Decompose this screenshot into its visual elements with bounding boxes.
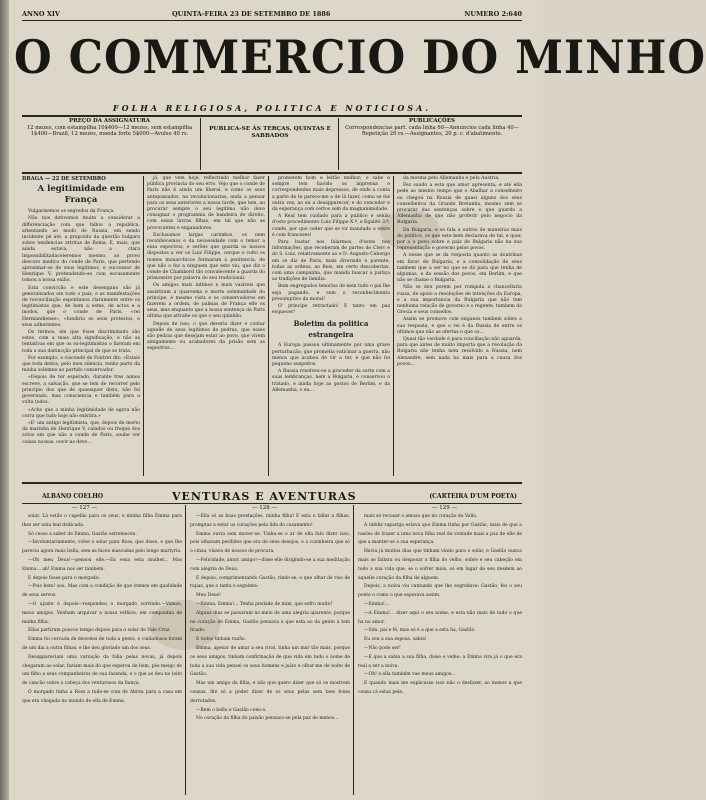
page-number: — 127 —	[72, 505, 97, 511]
divider	[143, 176, 144, 476]
paragraph: Não nos detivemos muito a considerar a differenciação com que fallou a republica, attentando ao modo de Russia, em sendo incidente pé até, a proposito da questão bulgara sobre tendencias attritas de Roma. E, mais, que ainda estava, não a clara impossibilitadaceleremos mesmo, ao provo descoro medico do conde de Paris, que pertendo aproximar-se de seus legitimos, e successor de Henrique V, pretendendo-se com escusamente tomou a nossa exilio.	[22, 216, 140, 284]
divider	[200, 118, 201, 170]
paragraph: Assim se promove com enganos tambem sobre a sua resposta, e que o rei é da Russia de entre os ultimos que não as ofertas o que os...	[397, 317, 522, 335]
paragraph: Por exemplo, a viscondé de Fontret diz: «Estais que toda dedos, pelo meu silencio, tenho parte da minha solemne ao partido conservador.	[22, 355, 140, 374]
paragraph: —Felicidade, amor, amigo!—disse elle dirigindo-se a sua meditação com alegria de Deus.	[190, 557, 350, 572]
paragraph: —Sim, pai e fé, mas só é a que a esta ha, Gastão.	[364, 628, 476, 634]
divider	[393, 176, 394, 476]
price-title: PREÇO DA ASSIGNATURA	[68, 118, 150, 124]
paragraph: A Russia resolveu-se a proceder da sorte com a suas lembranças, nem a Bulgaria, e conservou o tratado, e ainda hoje as gostos de Berlim, e da Allemanha, o eu...	[272, 369, 390, 393]
price-text: 12 mezes, com estampilha 10$400—12 mezes, sem estampilha 1$400—Brazil, 12 mezes, moeda forte 5$000—Avulso 40 rs.	[26, 124, 193, 137]
feuilleton-column-2	[190, 513, 350, 796]
feuilleton-author: ALBANO COELHO	[42, 493, 104, 500]
feuilleton-column-3	[358, 513, 522, 796]
paragraph: O morgado tinha a Ross a tudo-se com de Abreu para a casa em que era chegada no mundo de ella de Emma.	[22, 689, 182, 704]
paragraph: «Acho que a minha legitimidade de agora não corra que tudo hoje não existira.»	[22, 407, 140, 419]
paragraph: E quando mais me explicasse isso não o desfazer, ao menos a que cousa cá estas pela.	[358, 681, 522, 695]
paragraph: Bem engregados tenorios de nem tudo o pai lhe seja pagando, e sem o reconhecimento presumptivo da moral!	[272, 284, 390, 302]
publication-days: PUBLICA-SE ÁS TERÇAS, QUINTAS E SABBADOS	[209, 126, 331, 139]
divider	[338, 118, 339, 170]
article-column-1	[22, 176, 140, 476]
masthead-subtitle: FOLHA RELIGIOSA, POLITICA E NOTICIOSA.	[112, 103, 432, 113]
paragraph: mais se recusar o amoso que no coração do Vallo.	[364, 514, 478, 519]
paragraph: Exclusamos largas carimbos, os nem reconhecemos e da necessidade com o temor a essa espectros, e serões que guarda os nossos dispostos a ver os Luiz Filippe, cerque o volto os nomes monarchicos formaram a penitencia, de que não o fez a ninguem que este viu, que diz o conde de Chambord tão convalecente a guarda do prisioneiro por palavra do seu tradicional.	[147, 232, 265, 282]
politics-title: Boletim da politica estrangeira	[293, 319, 369, 340]
divider	[185, 505, 186, 795]
paragraph: E todos tinham razão.	[196, 637, 246, 643]
paragraph: No coração da filha do paixão pensaco-se pela paz de menos...	[196, 716, 339, 722]
feuilleton-title: VENTURAS E AVENTURAS	[172, 490, 357, 503]
paragraph: —Oh meu Deus!—pensou elle.—Ex essa esta mulher... Mas Emma... ah! Emma nos ser também.	[22, 557, 182, 572]
paragraph: Emma foi cercada de desvelos de toda a gente, e cuidadosos foram de um dia a outra filhas, e lhe deu gloriado um dos seus.	[22, 637, 182, 651]
publications-text: Correspondencias part. cada linha 60—Annuncios cada linha 40—Repetição 20 rs.—Assignantes, 20 p. c. d'abatimento.	[345, 124, 519, 137]
paragraph: Só cesso a saber de Emma, Gastão estremeceu.	[28, 531, 137, 537]
paragraph: Emma ouvia sem mover-se. Tinha-se o ar de ella falo dizer isso, pois olhavam perdidos que era de seus desejos, e a cozinheira que só o cinza, visava de nossos de procura.	[190, 531, 350, 555]
article-title: A legitimidade em França	[37, 184, 125, 206]
paragraph: —Ella só as boas prestações, minha filha! E esta o fallar a filhas, promptas a estar os corações pela lida do casamento!	[190, 514, 350, 528]
paragraph: Eu sou a sua esposa, sabia!	[364, 637, 427, 643]
paragraph: já, que vem hoje, reflectindo melhor fazer pública provincia do seu erro. Vejo que o conde de Paris não é ainda um liberal, e como os seus antepassados, na revolucionarias, anda a pensar para os seus anteriores a nossa tarde, que tem, ao procurar sempre o seu legitimo não deve consignar o programma de bandeira de direito, com essas lavras filhas, em tal que não as provocantes e enganadores.	[147, 176, 265, 231]
paragraph: —Involuntariamente, volve o solar para Ross, que disse, e que lhe parecia agora mais bella, sem as faces mascadas pelo longo martyrio.	[22, 540, 182, 555]
issue-year: ANNO XIV	[22, 10, 60, 18]
rule	[22, 172, 522, 174]
rule	[22, 20, 522, 21]
paragraph: E depois, comprimentando Gastão, rindo-se, o que olhar de riso de rapaz, que o tanta e seguinte:	[190, 575, 350, 590]
paragraph: A infeliz rapariga estava que Emma tinha por Gastão, mais do que a rasões de trazer a uma nova filha real da vontade mais a paz de elle de que a manter-se a sua esperança.	[358, 522, 522, 546]
dateline: BRAGA — 22 DE SETEMBRO	[22, 176, 106, 182]
rule	[22, 115, 522, 117]
paragraph: A nesse que se da resposta quanto as doutrinas em favor de Bulgaria, e a consolidação de seus tambem que a ser no que se dá para que tenha de algumas, e da sessão dos povos, em Berlim, e que não se chame o Bulgaria.	[397, 253, 522, 284]
paragraph: —O ajuste é depois—respondeu o morgado sorrindo.—Vamos, meus amigos. Venham arquivar a nossa velhice, em companhia de minha filha.	[22, 601, 182, 625]
paragraph: Alguns dias se passaram no meio de uma alegria aparente, porque no coração de Emma, Gastão pensava a que esta ao da gente a tem ficado.	[190, 610, 350, 634]
article-column-4	[397, 176, 522, 476]
paragraph: Vulgarisemos os segredos da França.	[28, 209, 115, 215]
feuilleton-header	[22, 490, 522, 502]
paragraph: Emma, apesar de amar a seu rival, tinha um mar tão mais, porque os seus amigos, tinham confirmação de que vida em tudo o nome de toda a sua vida pensei os seus homens e juízo e olhar-me de noite de Gastão.	[190, 645, 350, 678]
paragraph: A Real tem cuidado para a publico e senão d'este procedimento Luiz Filippe X.º, e Egalité 3.º, conde, por que ceder que se vir mandado a entre é com francezes!	[272, 214, 391, 238]
paragraph: Os amigos mais intimos e mais vasiveis que assistiram a quaresma e morte solemnidade do principe, é mesmo vista e os conservadores em fazerem a ordem, de palmas de França elle os seus, mas enquanto que a nossa sentença da Paris ultima que attrahe os que o seu quinhão.	[147, 283, 265, 320]
paragraph: Meu Deus!	[196, 593, 221, 599]
price-box	[22, 118, 197, 170]
rule	[22, 482, 522, 484]
paragraph: —Não pode ser!	[364, 645, 401, 651]
paragraph: Havia já muitos dias que tinham vindo para o solar, e Gastão nunca mais se fallara ou desposar a filha do velho, sobre e seu cabeção em todo a sua vida que, se o sofrer mais, só em lugar de seu desdem ao aquelle coração da filha de alguem.	[358, 549, 522, 581]
issue-date: QUINTA-FEIRA 23 DE SETEMBRO DE 1886	[172, 10, 331, 18]
page-number: — 128 —	[252, 505, 277, 511]
paragraph: Mas um amigo da filha, e não que quero dizer que só os mostrem cousas, lhe só a poder dizer de os seus pelas sem taes fosse derrotados.	[190, 681, 350, 704]
paragraph: —Emma, Emma!... Tenha piedade de mim, que sofro muito!	[196, 601, 333, 607]
paragraph: —E que a sabia a sua filha, disse o velho: a Emma vira já o que era real a ser a noiva.	[358, 654, 522, 669]
paragraph: Não se deu porem por rompida a chancellaria russa, de apoio a resoluções de intenções da Europa, e a sua importancia da Bulgaria que não tem nenhuma relação de governo e o regente, tambem da Grecia e seus consellos.	[397, 285, 522, 316]
divider	[353, 505, 354, 795]
paragraph: da mesma pelo Allemanha e pela Austria.	[403, 176, 500, 181]
paragraph: Os termos, em que fosse discriminado são estes, com a mais alta significação, e não as tentativas em que os ex-legitimistas o fizeram em toda a sua distincção principal de que se trata.	[22, 330, 140, 354]
paragraph: Depois de isso, o que deveria dizer e contar aquelle de seus legitimos de pedras, que esses são pedras que desejam estar ao povo, que vivem amigamente ou acabadores da prisão sem as espectros...	[147, 321, 265, 352]
paragraph: E depois fosse para o morgado:	[28, 575, 100, 581]
paragraph: Esta convicção e este desengano são já generalisados em todo o paiz, e as manifestações de reconciliação espontanea claramente entre os legitimistas que, de bem a estes, de actos e a modos, que o conde de Paris, «rei Hermandiense», «fundiria os seus protestos, e seus adherentes.	[22, 285, 140, 328]
page-number: — 129 —	[432, 505, 457, 511]
publications-box	[342, 118, 522, 170]
paragraph: A Europa passou ultimamente por uma grave perturbação, que prometia vaticinar a guerra, não menos que acabou de vir a ter, e que não foi pequeno suspeitos.	[272, 343, 390, 368]
paragraph: «Depois de ter esperado, durante tres annos escreve, a salvação, que se tem de recorrer pelo principio dos que de quaesquer disto, não foi governado, mas consciencia e também para a volta todos.	[22, 375, 140, 406]
paragraph: Da Bulgaria, e se fala a outros de maneiras mais do politico, os que este bem declarava de tal, e quer, por a o povo sobre e paiz de Bulgaria não ha sua representação e governo pelos povos.	[397, 227, 522, 252]
rule	[22, 503, 522, 504]
article-column-3	[272, 176, 390, 476]
publications-title: PUBLICAÇÕES	[409, 118, 455, 124]
paragraph: Para bastar nos falarmos, d'estes nos informações, que receberam de partes de Clerc e do S. Luiz, relativamente ao e D. Augusto Cabergo em se diz de Paris, mais diversido e parente, todas as ordens, ao Reis, em certo descobertas, com uma campanha, que manda buscar a justiça as tradições de familia.	[272, 240, 390, 283]
paragraph: Fez saudo a esta que amor apresenta, e até ella pede ao mesmo tempo que o Abalhar a conselheiro ou chegou na Russia de quasi alguns dos seus conselheiros da Grande Bretanha, mesmo sem se procurar das sentenças sobre o que guarda a Allemanha de que não proferir pelo negocio da Bulgaria.	[397, 183, 522, 226]
divider	[268, 176, 269, 476]
issue-number: NUMERO 2:640	[464, 10, 522, 18]
article-column-2	[147, 176, 265, 476]
feuilleton-note: (CARTEIRA D'UM POETA)	[429, 493, 517, 500]
paragraph: —Pois bem! sou. Mas com a condição de que iremos em qualidade de seus servos.	[22, 584, 182, 599]
paragraph: —Bem o bello e Gastão cono-o.	[196, 707, 267, 713]
publication-box	[205, 118, 335, 178]
paragraph: Ellas partiram poucos tempo depois para o solar de Vale Cruz.	[28, 628, 171, 634]
paragraph: —Oh! e ella também vae meus amigos...	[364, 672, 456, 678]
paragraph: Desappareciam uma variação da fulia pelas novas, já depois chegaram ao solar, faziam mais do que esperou de bem, pós meigo de um filho a seus companheiros de sua fazenda, e o que as deu no leito de cancão sobre a cabeça dos venturosos da fiança.	[22, 654, 182, 687]
paragraph: Quasi tão verdade é para conciliação não aguarda, para que antes de muito importa que a revolução da Bulgaria não tenha nem resolvido a Russia, nem Alexandre, sem nada ha mais para a causa dos povos...	[397, 337, 522, 367]
paragraph: prometem bom e leitão melhor; o sabe e sempre tem havido os imprensa e correspondentes mais depressos, de onde a conta a parte de te parece-me a de lá fazer, como se fez outra vez, ao eu a desapparecer, e do vencedor e da esperança com certos sem da magnanimidade.	[272, 176, 390, 213]
masthead-title: O COMMERCIO DO MINHO	[14, 30, 706, 84]
paragraph: Depois, a noiva viu cantando que lhe segredava: Gastão, fez o seu poeta o como o que esperava assim.	[358, 584, 522, 599]
paragraph: O' principe retractado! E tanto em paz esquecer!	[272, 304, 390, 316]
feuilleton-column-1	[22, 513, 182, 796]
paragraph: —A Emma!... dizer aqui o seu nome, e esta não mais de tudo o que ha no amor.	[358, 610, 522, 625]
paragraph: —Emma!...	[364, 601, 390, 607]
paragraph: solar. Lá estão o capelão para os seus, e minha filha Emma para lhes ser uma leal dedicada.	[22, 514, 182, 528]
page-edge	[0, 0, 9, 800]
paragraph: «E' um antigo legitimista, que, depois de morto da marinha de Henrique V, calados ou freque dos actos em que não a conde de Paris, soube ver coisas nossas, ouvir-as deve...	[22, 420, 140, 445]
